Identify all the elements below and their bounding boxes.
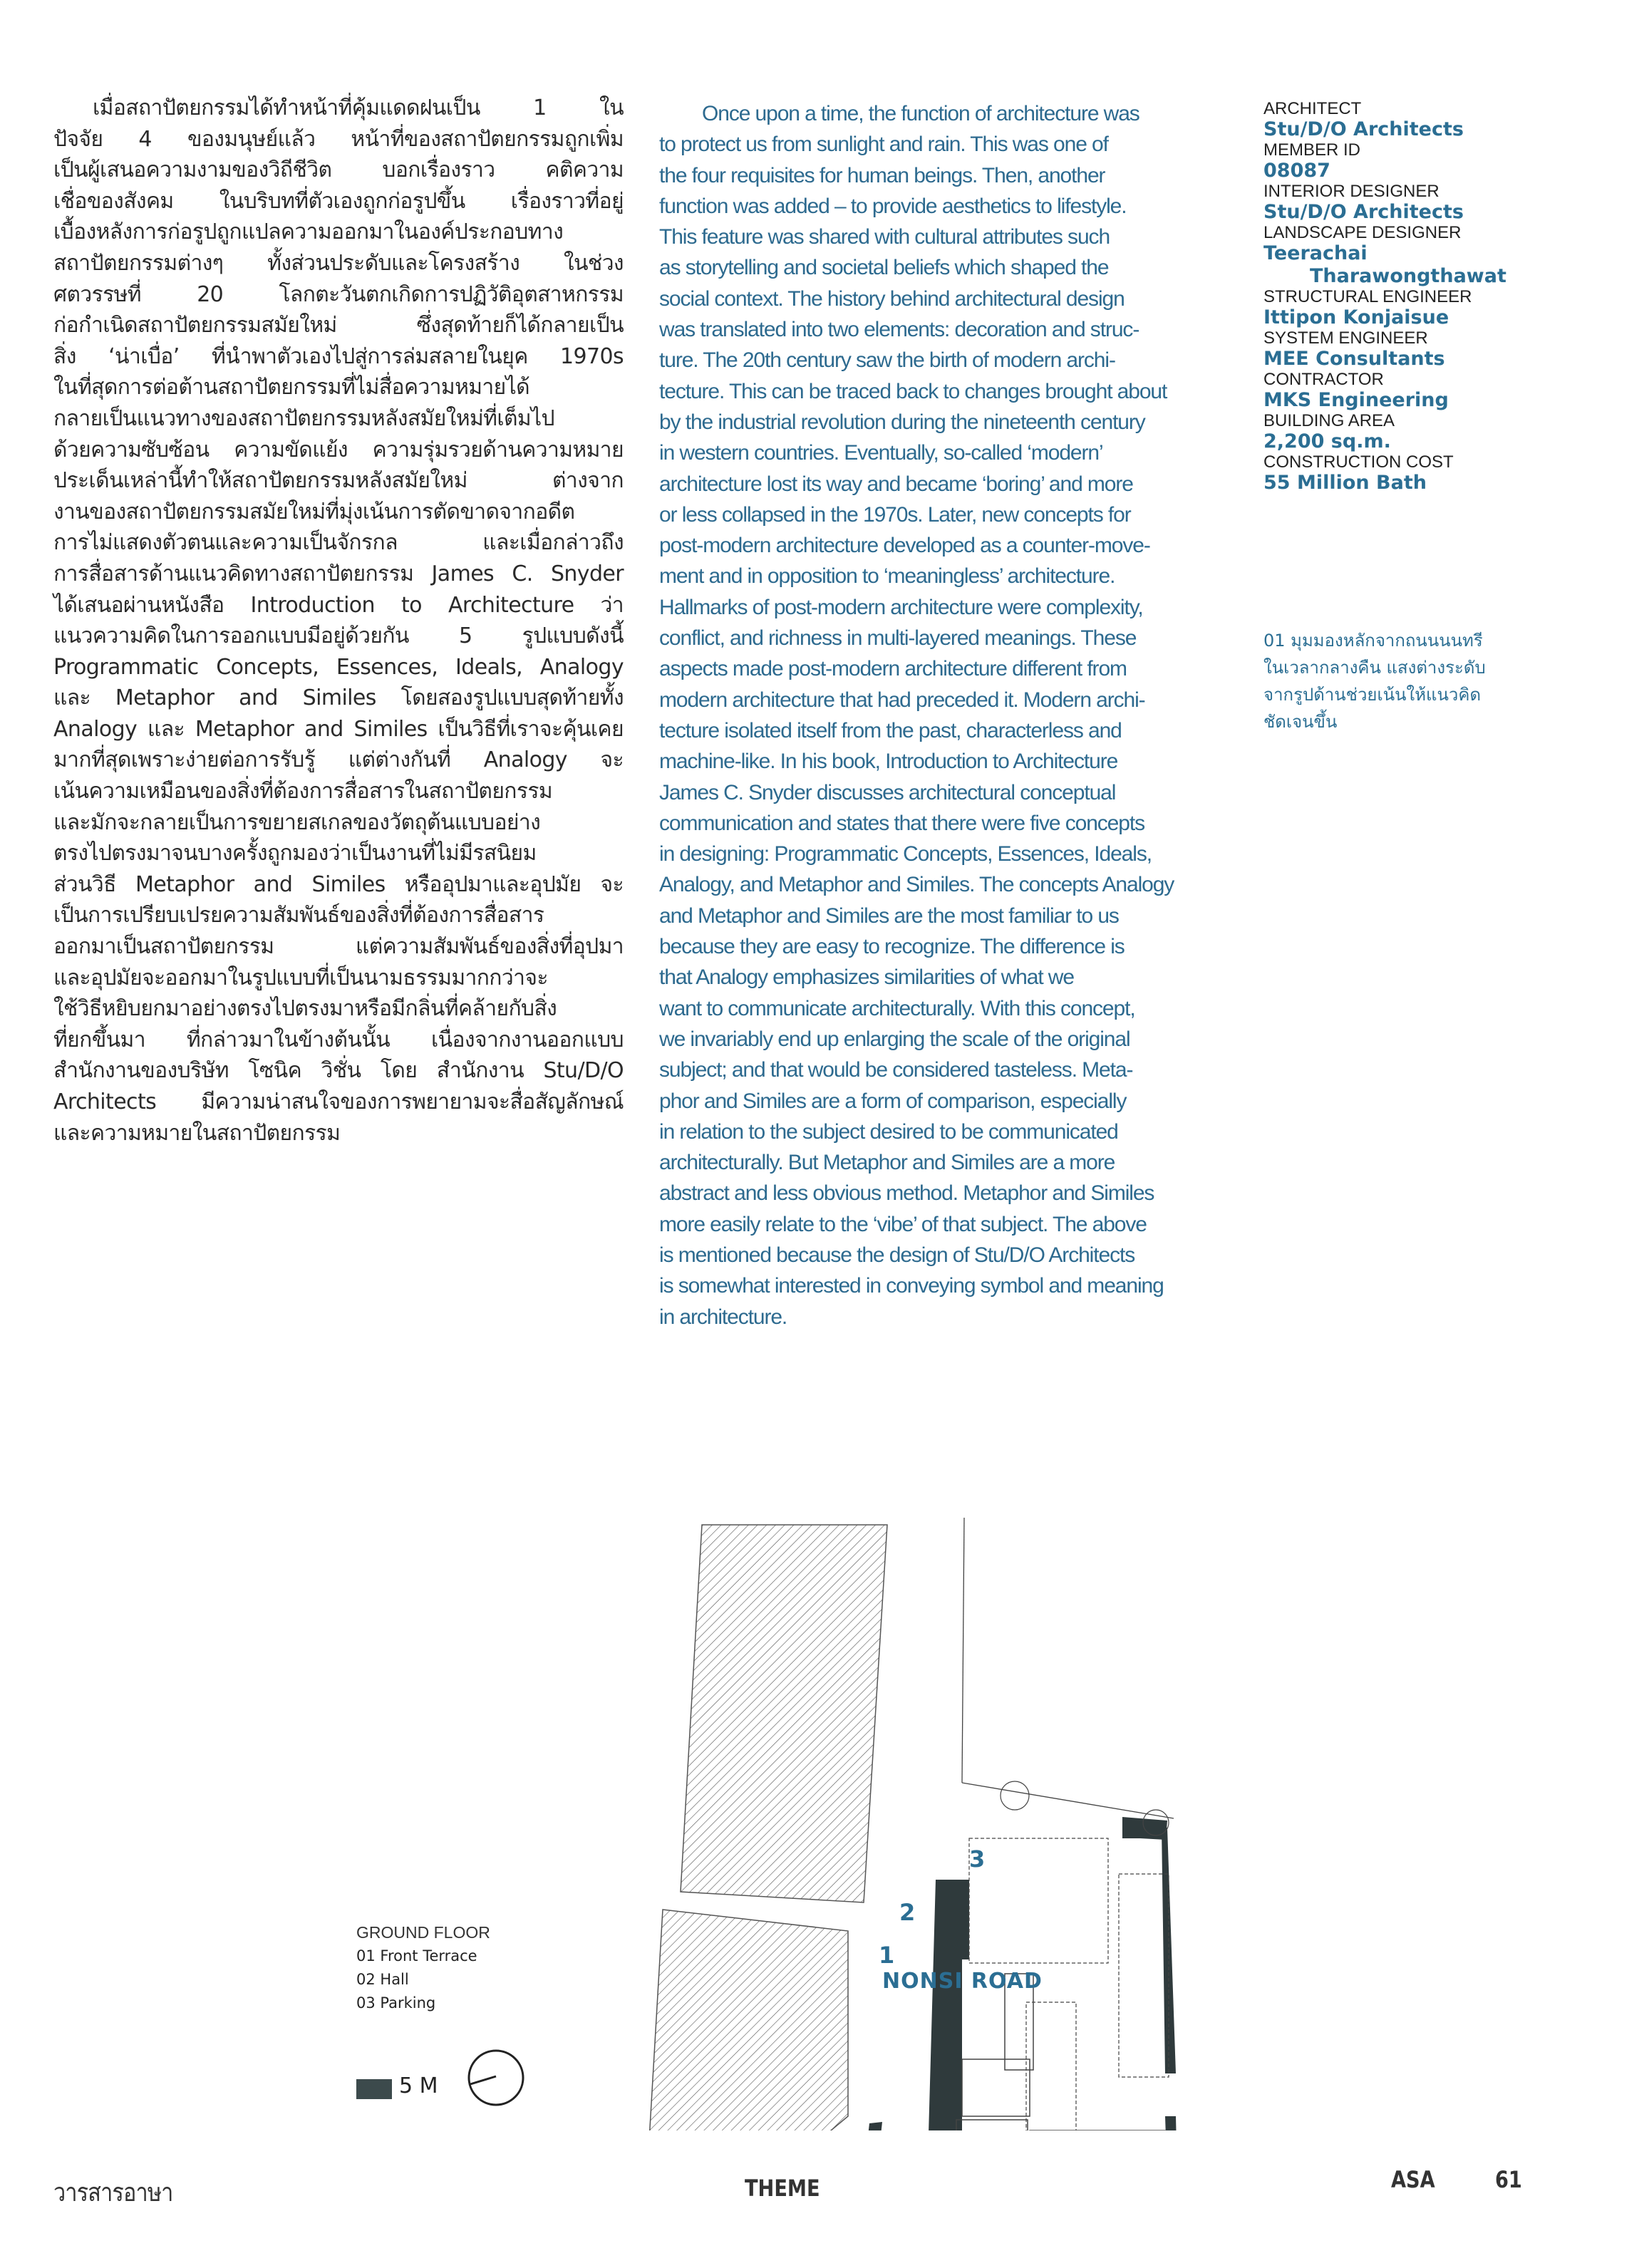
thai-body-line: กลายเป็นแนวทางของสถาปัตยกรรมหลังสมัยใหม่ที่เต็มไป <box>53 405 554 431</box>
caption-line: จากรูปด้านช่วยเน้นให้แนวคิด <box>1263 685 1482 705</box>
thai-body-line: ที่ยกขึ้นมา ที่กล่าวมาในข้างต้นนั้น เนื่องจากงานออกแบบ <box>53 1027 624 1052</box>
project-credits <box>1263 99 1506 494</box>
thai-body-line: ด้วยความซับซ้อน ความขัดแย้ง ความรุ่มรวยด้านความหมาย <box>53 437 624 462</box>
credit-value: MEE Consultants <box>1263 348 1445 370</box>
english-body-column <box>659 98 1222 1332</box>
english-body-line: and Metaphor and Similes are the most familiar to us <box>659 903 1119 928</box>
plan-legend <box>356 1920 542 2015</box>
thai-body-line: ตรงไปตรงมาจนบางครั้งถูกมองว่าเป็นงานที่ไม่มีรสนิยม <box>53 841 537 866</box>
credit-label: LANDSCAPE DESIGNER <box>1263 223 1462 242</box>
thai-body-line: และ Metaphor and Similes โดยสองรูปแบบสุดท้ายทั้ง <box>53 685 624 711</box>
english-body-line: post-modern architecture developed as a counter-move- <box>659 534 1150 558</box>
english-body-line: in relation to the subject desired to be communicated <box>659 1119 1118 1144</box>
thai-body-line: เชื่อของสังคม ในบริบทที่ตัวเองถูกก่อรูปขึ้น เรื่องราวที่อยู่ <box>53 188 624 214</box>
english-body-line: tecture isolated itself from the past, characterless and <box>659 718 1122 742</box>
scale-bar <box>356 2079 392 2099</box>
english-body-line: ture. The 20th century saw the birth of modern archi- <box>659 348 1115 373</box>
english-body-line: Analogy, and Metaphor and Similes. The concepts Analogy <box>659 873 1174 897</box>
thai-body-line: มากที่สุดเพราะง่ายต่อการรับรู้ แต่ต่างกันที่ Analogy จะ <box>53 747 624 773</box>
english-body-line: This feature was shared with cultural attributes such <box>659 225 1110 249</box>
english-body-line: communication and states that there were five concepts <box>659 811 1144 835</box>
room-number-3: 3 <box>969 1845 986 1873</box>
legend-title: GROUND FLOOR <box>356 1923 490 1942</box>
road-label: NONSI ROAD <box>882 1969 1043 1994</box>
thai-body-line: Analogy และ Metaphor and Similes เป็นวิธีที่เราจะคุ้นเคย <box>53 716 624 742</box>
english-body-line: social context. The history behind architectural design <box>659 286 1125 311</box>
thai-body-line: ประเด็นเหล่านี้ทำให้สถาปัตยกรรมหลังสมัยใหม่ ต่างจาก <box>53 468 624 494</box>
thai-body-line: แนวความคิดในการออกแบบมีอยู่ด้วยกัน 5 รูปแบบดังนี้ <box>53 623 624 649</box>
english-body-line: in designing: Programmatic Concepts, Essences, Ideals, <box>659 842 1152 866</box>
thai-body-line: ปัจจัย 4 ของมนุษย์แล้ว หน้าที่ของสถาปัตยกรรมถูกเพิ่ม <box>53 126 624 152</box>
english-body-line: architecturally. But Metaphor and Similes are a more <box>659 1151 1115 1175</box>
english-body-line: function was added – to provide aesthetics to lifestyle. <box>659 194 1127 218</box>
english-body-line: is mentioned because the design of Stu/D/O Architects <box>659 1243 1135 1267</box>
credit-value: 08087 <box>1263 160 1330 182</box>
credit-value: 2,200 sq.m. <box>1263 430 1391 452</box>
thai-body-column <box>53 93 624 1149</box>
english-body-line: because they are easy to recognize. The difference is <box>659 935 1125 959</box>
thai-body-line: สถาปัตยกรรมต่างๆ ทั้งส่วนประดับและโครงสร้าง ในช่วง <box>53 250 624 276</box>
english-body-line: in architecture. <box>659 1305 787 1329</box>
page-number: 61 <box>1495 2166 1522 2193</box>
north-arrow-icon <box>465 2047 527 2108</box>
english-body-line: more easily relate to the ‘vibe’ of that subject. The above <box>659 1212 1147 1236</box>
english-body-line: by the industrial revolution during the nineteenth century <box>659 410 1145 434</box>
wall <box>862 2122 882 2130</box>
english-body-line: ment and in opposition to ‘meaningless’ architecture. <box>659 564 1115 589</box>
english-body-line: abstract and less obvious method. Metaphor and Similes <box>659 1181 1154 1206</box>
english-body-line: Once upon a time, the function of architecture was <box>702 102 1139 125</box>
english-body-line: that Analogy emphasizes similarities of what we <box>659 965 1074 990</box>
credit-label: MEMBER ID <box>1263 140 1361 160</box>
thai-body-line: และอุปมัยจะออกมาในรูปแบบที่เป็นนามธรรมมากกว่าจะ <box>53 965 548 990</box>
english-body-line: architecture lost its way and became ‘boring’ and more <box>659 472 1133 496</box>
credit-value: Tharawongthawat <box>1310 265 1506 287</box>
credit-value: Stu/D/O Architects <box>1263 201 1464 223</box>
thai-body-line: งานของสถาปัตยกรรมสมัยใหม่ที่มุ่งเน้นการตัดขาดจากอดีต <box>53 499 575 524</box>
section-name: THEME <box>745 2175 820 2202</box>
credit-label: ARCHITECT <box>1263 99 1362 118</box>
english-body-line: machine-like. In his book, Introduction to Architecture <box>659 750 1118 774</box>
english-body-line: want to communicate architecturally. With this concept, <box>659 996 1135 1020</box>
credit-label: CONTRACTOR <box>1263 370 1384 389</box>
thai-body-line: สำนักงานของบริษัท โซนิค วิชั่น โดย สำนักงาน Stu/D/O <box>53 1058 624 1084</box>
credit-value: Stu/D/O Architects <box>1263 118 1464 140</box>
legend-item: 02 Hall <box>356 1971 409 1988</box>
english-body-line: conflict, and richness in multi-layered meanings. These <box>659 626 1137 651</box>
english-body-line: as storytelling and societal beliefs which shaped the <box>659 256 1109 280</box>
neighbor-building <box>648 1910 848 2130</box>
thai-body-line: เป็นผู้เสนอความงามของวิถีชีวิต บอกเรื่องราว คติความ <box>53 157 624 183</box>
thai-body-line: และความหมายในสถาปัตยกรรม <box>53 1120 341 1146</box>
legend-item: 01 Front Terrace <box>356 1947 477 1964</box>
thai-body-line: ก่อกำเนิดสถาปัตยกรรมสมัยใหม่ ซึ่งสุดท้ายก็ได้กลายเป็น <box>53 313 624 338</box>
thai-body-line: ในที่สุดการต่อต้านสถาปัตยกรรมที่ไม่สื่อความหมายได้ <box>53 375 530 400</box>
english-body-line: tecture. This can be traced back to changes brought about <box>659 379 1167 403</box>
thai-body-line: Programmatic Concepts, Essences, Ideals, Analogy <box>53 654 624 680</box>
thai-body-line: การสื่อสารด้านแนวคิดทางสถาปัตยกรรม James C. Snyder <box>53 561 624 586</box>
english-body-line: was translated into two elements: decoration and struc- <box>659 318 1139 342</box>
ground-floor-plan <box>570 1503 1596 2130</box>
english-body-line: Hallmarks of post-modern architecture were complexity, <box>659 595 1143 619</box>
credit-label: SYSTEM ENGINEER <box>1263 328 1428 348</box>
publisher-name: ASA <box>1391 2166 1435 2193</box>
english-body-line: to protect us from sunlight and rain. This was one of <box>659 133 1108 157</box>
credit-label: INTERIOR DESIGNER <box>1263 182 1439 201</box>
credit-label: STRUCTURAL ENGINEER <box>1263 287 1472 306</box>
wall <box>1165 2116 1177 2130</box>
english-body-line: modern architecture that had preceded it. Modern archi- <box>659 688 1145 712</box>
wall <box>929 1880 969 2130</box>
credit-value: Teerachai <box>1263 242 1368 264</box>
english-body-line: is somewhat interested in conveying symbol and meaning <box>659 1274 1164 1298</box>
credit-value: MKS Engineering <box>1263 389 1449 411</box>
thai-body-line: สิ่ง ‘น่าเบื่อ’ ที่นำพาตัวเองไปสู่การล่มสลายในยุค 1970s <box>53 343 624 369</box>
thai-body-line: เป็นการเปรียบเปรยความสัมพันธ์ของสิ่งที่ต้องการสื่อสาร <box>53 903 544 928</box>
thai-body-line: ออกมาเป็นสถาปัตยกรรม แต่ความสัมพันธ์ของสิ่งที่อุปมา <box>53 934 624 960</box>
thai-body-line: เบื้องหลังการก่อรูปถูกแปลความออกมาในองค์ประกอบทาง <box>53 219 564 245</box>
thai-body-line: เน้นความเหมือนของสิ่งที่ต้องการสื่อสารในสถาปัตยกรรม <box>53 779 553 804</box>
english-body-line: phor and Similes are a form of comparison, especially <box>659 1089 1127 1113</box>
english-body-line: in western countries. Eventually, so-called ‘modern’ <box>659 441 1103 465</box>
english-body-line: aspects made post-modern architecture different from <box>659 657 1127 681</box>
english-body-line: James C. Snyder discusses architectural conceptual <box>659 780 1116 804</box>
room-number-2: 2 <box>899 1899 916 1926</box>
thai-body-line: ใช้วิธีหยิบยกมาอย่างตรงไปตรงมาหรือมีกลิ่นที่คล้ายกับสิ่ง <box>53 996 557 1022</box>
english-body-line: we invariably end up enlarging the scale of the original <box>659 1027 1130 1051</box>
caption-line: ชัดเจนขึ้น <box>1263 712 1338 732</box>
scale-label: 5 M <box>399 2073 438 2098</box>
magazine-name: วารสารอาษา <box>53 2178 173 2207</box>
english-body-line: or less collapsed in the 1970s. Later, new concepts for <box>659 502 1131 527</box>
caption-line: 01 มุมมองหลักจากถนนนนทรี <box>1263 631 1483 651</box>
thai-body-line: เมื่อสถาปัตยกรรมได้ทำหน้าที่คุ้มแดดฝนเป็น 1 ใน <box>93 95 624 120</box>
thai-body-line: Architects มีความน่าสนใจของการพยายามจะสื่อสัญลักษณ์ <box>53 1089 624 1114</box>
thai-body-line: ได้เสนอผ่านหนังสือ Introduction to Architecture ว่า <box>53 592 624 618</box>
thai-body-line: ศตวรรษที่ 20 โลกตะวันตกเกิดการปฏิวัติอุตสาหกรรม <box>53 281 624 307</box>
thai-body-line: การไม่แสดงตัวตนและความเป็นจักรกล และเมื่อกล่าวถึง <box>53 530 624 556</box>
legend-item: 03 Parking <box>356 1994 436 2011</box>
photo-caption <box>1263 627 1499 735</box>
credit-label: CONSTRUCTION COST <box>1263 452 1454 472</box>
caption-line: ในเวลากลางคืน แสงต่างระดับ <box>1263 658 1486 678</box>
credit-value: 55 Million Bath <box>1263 472 1427 494</box>
credit-value: Ittipon Konjaisue <box>1263 306 1449 328</box>
room-number-1: 1 <box>879 1942 895 1969</box>
thai-body-line: ส่วนวิธี Metaphor and Similes หรืออุปมาและอุปมัย จะ <box>53 871 624 897</box>
english-body-line: subject; and that would be considered tasteless. Meta- <box>659 1058 1133 1082</box>
thai-body-line: และมักจะกลายเป็นการขยายสเกลของวัตถุต้นแบบอย่าง <box>53 809 541 835</box>
neighbor-building <box>681 1525 887 1902</box>
english-body-line: the four requisites for human beings. Then, another <box>659 163 1105 187</box>
credit-label: BUILDING AREA <box>1263 411 1395 430</box>
